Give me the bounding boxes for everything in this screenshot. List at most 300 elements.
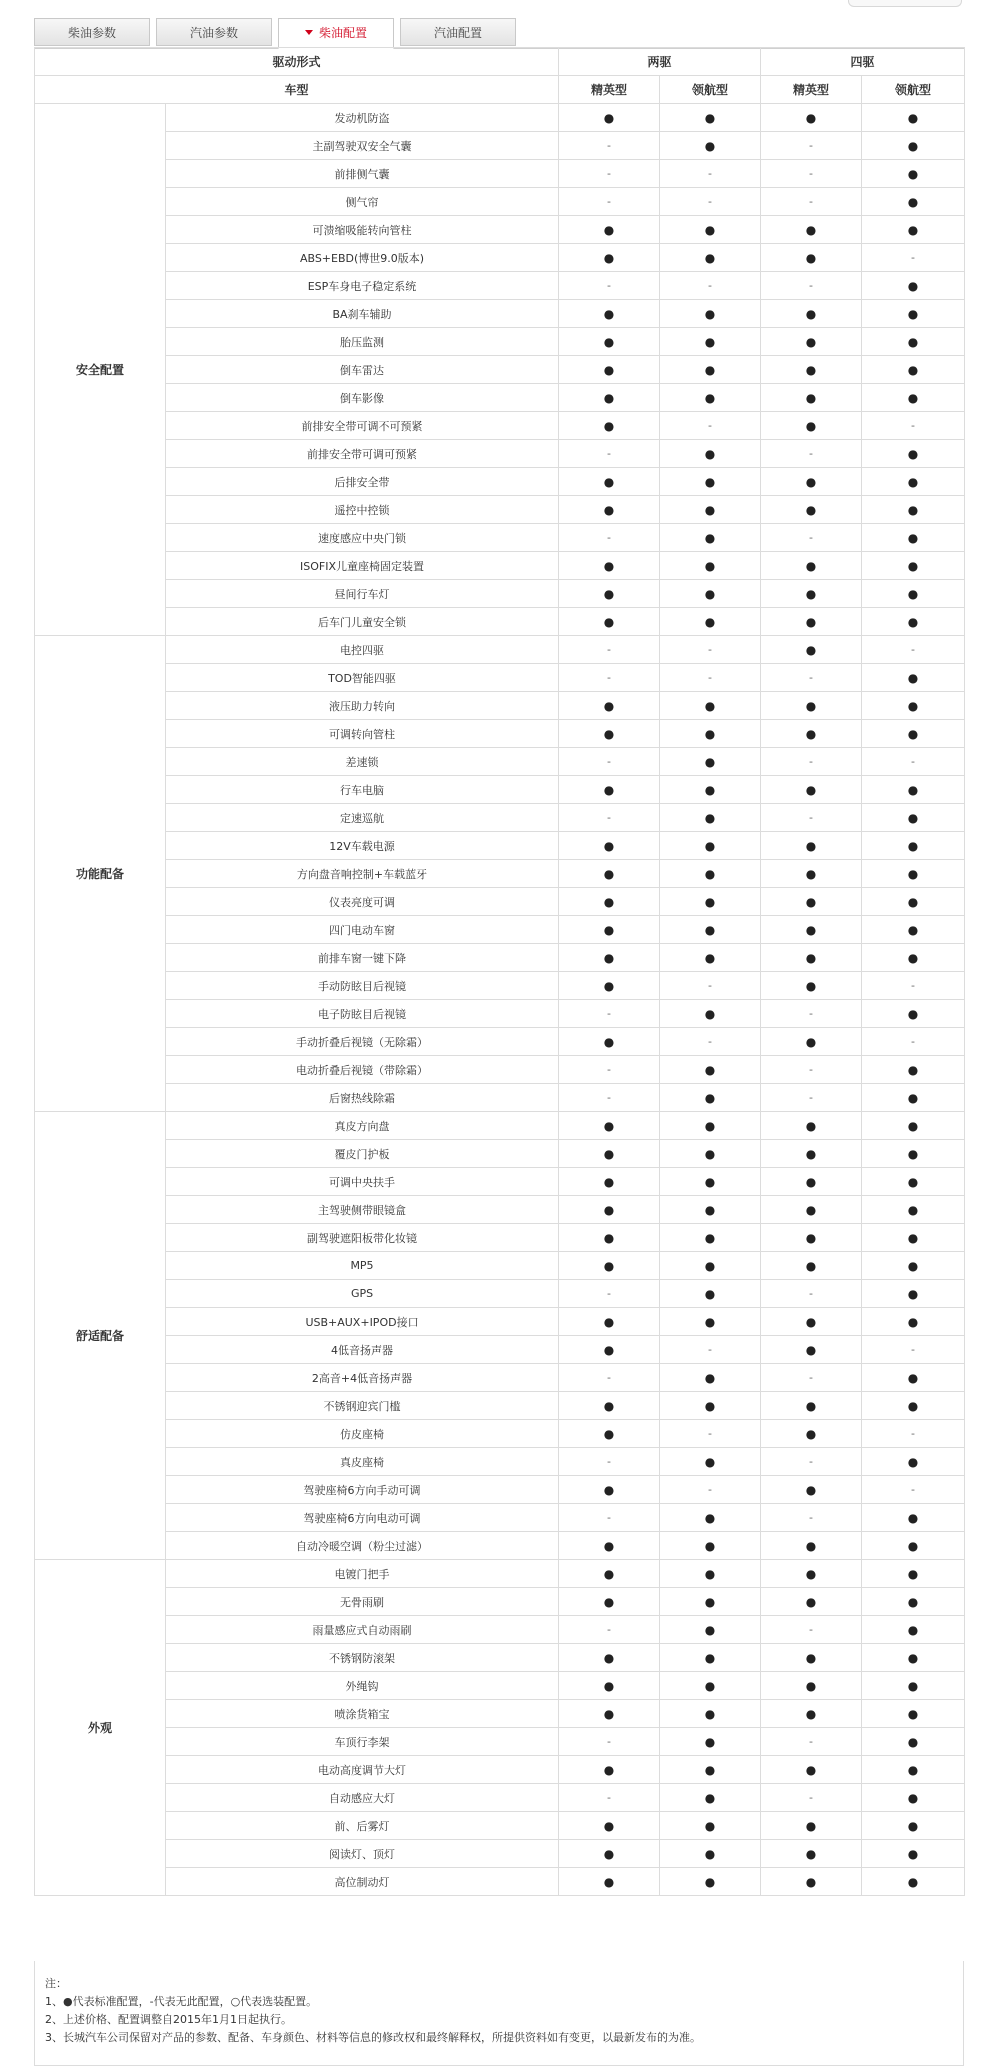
standard-mark: ● — [559, 1700, 660, 1728]
group-header-2wd: 两驱 — [559, 48, 761, 76]
feature-name: 前排侧气囊 — [166, 160, 559, 188]
standard-mark: ● — [660, 1252, 761, 1280]
standard-mark: ● — [660, 916, 761, 944]
standard-mark: ● — [559, 608, 660, 636]
table-row — [35, 1084, 965, 1112]
table-row — [35, 132, 965, 160]
none-mark: - — [862, 244, 965, 272]
drive-type-header: 驱动形式 — [35, 48, 559, 76]
standard-mark: ● — [862, 1364, 965, 1392]
section-label: 舒适配备 — [35, 1112, 166, 1560]
none-mark: - — [660, 188, 761, 216]
standard-mark: ● — [862, 580, 965, 608]
none-mark: - — [660, 1420, 761, 1448]
feature-name: 前排安全带可调不可预紧 — [166, 412, 559, 440]
table-row — [35, 1476, 965, 1504]
standard-mark: ● — [660, 1504, 761, 1532]
standard-mark: ● — [559, 496, 660, 524]
none-mark: - — [761, 1784, 862, 1812]
section-label: 安全配置 — [35, 104, 166, 636]
feature-name: 可调转向管柱 — [166, 720, 559, 748]
tab-label: 柴油参数 — [67, 26, 116, 40]
none-mark: - — [761, 804, 862, 832]
standard-mark: ● — [862, 1196, 965, 1224]
standard-mark: ● — [761, 1252, 862, 1280]
standard-mark: ● — [862, 188, 965, 216]
standard-mark: ● — [862, 664, 965, 692]
feature-name: 胎压监测 — [166, 328, 559, 356]
standard-mark: ● — [862, 1868, 965, 1896]
table-row — [35, 1812, 965, 1840]
config-table — [34, 47, 965, 1896]
standard-mark: ● — [761, 216, 862, 244]
feature-name: 雨量感应式自动雨刷 — [166, 1616, 559, 1644]
none-mark: - — [761, 1728, 862, 1756]
standard-mark: ● — [660, 216, 761, 244]
standard-mark: ● — [660, 552, 761, 580]
feature-name: 液压助力转向 — [166, 692, 559, 720]
none-mark: - — [559, 272, 660, 300]
feature-name: 可调中央扶手 — [166, 1168, 559, 1196]
standard-mark: ● — [660, 1756, 761, 1784]
group-header-4wd: 四驱 — [761, 48, 965, 76]
section-label: 外观 — [35, 1560, 166, 1896]
standard-mark: ● — [862, 1280, 965, 1308]
feature-name: 差速锁 — [166, 748, 559, 776]
standard-mark: ● — [660, 1056, 761, 1084]
feature-name: 电控四驱 — [166, 636, 559, 664]
standard-mark: ● — [660, 1616, 761, 1644]
table-row — [35, 244, 965, 272]
feature-name: 倒车雷达 — [166, 356, 559, 384]
feature-name: 4低音扬声器 — [166, 1336, 559, 1364]
none-mark: - — [559, 160, 660, 188]
standard-mark: ● — [862, 692, 965, 720]
none-mark: - — [761, 748, 862, 776]
standard-mark: ● — [559, 1112, 660, 1140]
standard-mark: ● — [862, 1224, 965, 1252]
table-row — [35, 1644, 965, 1672]
standard-mark: ● — [862, 720, 965, 748]
tab-gasoline-config[interactable] — [400, 18, 516, 46]
none-mark: - — [559, 1616, 660, 1644]
standard-mark: ● — [862, 1392, 965, 1420]
standard-mark: ● — [660, 1784, 761, 1812]
standard-mark: ● — [559, 972, 660, 1000]
feature-name: ABS+EBD(博世9.0版本) — [166, 244, 559, 272]
none-mark: - — [761, 440, 862, 468]
table-row — [35, 1280, 965, 1308]
note-line: 1、●代表标准配置，-代表无此配置，○代表选装配置。 — [45, 1995, 318, 2008]
feature-name: BA刹车辅助 — [166, 300, 559, 328]
standard-mark: ● — [559, 1840, 660, 1868]
table-row — [35, 188, 965, 216]
feature-name: 四门电动车窗 — [166, 916, 559, 944]
feature-name: GPS — [166, 1280, 559, 1308]
none-mark: - — [559, 1084, 660, 1112]
standard-mark: ● — [660, 1000, 761, 1028]
standard-mark: ● — [761, 552, 862, 580]
table-row — [35, 272, 965, 300]
standard-mark: ● — [761, 972, 862, 1000]
standard-mark: ● — [559, 916, 660, 944]
standard-mark: ● — [559, 944, 660, 972]
table-row — [35, 496, 965, 524]
table-row — [35, 944, 965, 972]
feature-name: 手动防眩目后视镜 — [166, 972, 559, 1000]
none-mark: - — [559, 1504, 660, 1532]
feature-name: 定速巡航 — [166, 804, 559, 832]
standard-mark: ● — [761, 1644, 862, 1672]
standard-mark: ● — [761, 328, 862, 356]
tab-label: 汽油配置 — [433, 26, 482, 40]
none-mark: - — [761, 1448, 862, 1476]
standard-mark: ● — [660, 1588, 761, 1616]
standard-mark: ● — [862, 1644, 965, 1672]
feature-name: 后排安全带 — [166, 468, 559, 496]
feature-name: 行车电脑 — [166, 776, 559, 804]
standard-mark: ● — [862, 1532, 965, 1560]
none-mark: - — [660, 636, 761, 664]
standard-mark: ● — [559, 1812, 660, 1840]
feature-name: 方向盘音响控制+车载蓝牙 — [166, 860, 559, 888]
standard-mark: ● — [660, 244, 761, 272]
standard-mark: ● — [660, 748, 761, 776]
standard-mark: ● — [559, 580, 660, 608]
standard-mark: ● — [559, 244, 660, 272]
none-mark: - — [761, 1000, 862, 1028]
table-row — [35, 1420, 965, 1448]
standard-mark: ● — [862, 1784, 965, 1812]
table-row — [35, 1784, 965, 1812]
standard-mark: ● — [761, 1812, 862, 1840]
standard-mark: ● — [761, 1588, 862, 1616]
feature-name: 遥控中控锁 — [166, 496, 559, 524]
none-mark: - — [862, 412, 965, 440]
standard-mark: ● — [761, 1028, 862, 1056]
none-mark: - — [862, 1476, 965, 1504]
standard-mark: ● — [761, 692, 862, 720]
standard-mark: ● — [862, 1112, 965, 1140]
standard-mark: ● — [559, 1224, 660, 1252]
none-mark: - — [559, 1448, 660, 1476]
table-row — [35, 104, 965, 132]
standard-mark: ● — [559, 1672, 660, 1700]
none-mark: - — [559, 1000, 660, 1028]
feature-name: 前、后雾灯 — [166, 1812, 559, 1840]
table-row — [35, 1056, 965, 1084]
standard-mark: ● — [559, 1168, 660, 1196]
standard-mark: ● — [761, 580, 862, 608]
standard-mark: ● — [862, 804, 965, 832]
table-row — [35, 636, 965, 664]
model-header-4wd-navigator: 领航型 — [862, 76, 965, 104]
none-mark: - — [559, 188, 660, 216]
feature-name: 倒车影像 — [166, 384, 559, 412]
table-row — [35, 1028, 965, 1056]
standard-mark: ● — [862, 944, 965, 972]
standard-mark: ● — [761, 104, 862, 132]
feature-name: 阅读灯、顶灯 — [166, 1840, 559, 1868]
standard-mark: ● — [660, 1168, 761, 1196]
none-mark: - — [761, 1084, 862, 1112]
none-mark: - — [761, 188, 862, 216]
standard-mark: ● — [761, 244, 862, 272]
tab-label: 汽油参数 — [189, 26, 238, 40]
table-row — [35, 1504, 965, 1532]
standard-mark: ● — [559, 1196, 660, 1224]
feature-name: 前排车窗一键下降 — [166, 944, 559, 972]
standard-mark: ● — [660, 300, 761, 328]
standard-mark: ● — [559, 300, 660, 328]
feature-name: 不锈钢防滚架 — [166, 1644, 559, 1672]
feature-name: 覆皮门护板 — [166, 1140, 559, 1168]
feature-name: 后车门儿童安全锁 — [166, 608, 559, 636]
tab-label: 柴油配置 — [318, 26, 367, 40]
feature-name: ESP车身电子稳定系统 — [166, 272, 559, 300]
standard-mark: ● — [761, 860, 862, 888]
none-mark: - — [660, 664, 761, 692]
standard-mark: ● — [660, 608, 761, 636]
feature-name: 外绳钩 — [166, 1672, 559, 1700]
standard-mark: ● — [862, 160, 965, 188]
standard-mark: ● — [559, 384, 660, 412]
standard-mark: ● — [559, 1560, 660, 1588]
table-row — [35, 1336, 965, 1364]
feature-name: 仿皮座椅 — [166, 1420, 559, 1448]
standard-mark: ● — [862, 1140, 965, 1168]
header-row-model — [35, 76, 965, 104]
standard-mark: ● — [660, 888, 761, 916]
table-row — [35, 1560, 965, 1588]
feature-name: 喷涂货箱宝 — [166, 1700, 559, 1728]
standard-mark: ● — [660, 1728, 761, 1756]
standard-mark: ● — [660, 132, 761, 160]
standard-mark: ● — [660, 1812, 761, 1840]
standard-mark: ● — [660, 328, 761, 356]
none-mark: - — [761, 1616, 862, 1644]
table-row — [35, 860, 965, 888]
feature-name: 电子防眩目后视镜 — [166, 1000, 559, 1028]
feature-name: 车顶行李架 — [166, 1728, 559, 1756]
none-mark: - — [761, 160, 862, 188]
none-mark: - — [559, 524, 660, 552]
standard-mark: ● — [660, 860, 761, 888]
standard-mark: ● — [660, 1196, 761, 1224]
standard-mark: ● — [862, 1308, 965, 1336]
table-row — [35, 468, 965, 496]
standard-mark: ● — [761, 356, 862, 384]
standard-mark: ● — [660, 944, 761, 972]
standard-mark: ● — [862, 916, 965, 944]
header-row-drive — [35, 48, 965, 76]
standard-mark: ● — [660, 496, 761, 524]
standard-mark: ● — [761, 608, 862, 636]
feature-name: TOD智能四驱 — [166, 664, 559, 692]
none-mark: - — [559, 1728, 660, 1756]
feature-name: 2高音+4低音扬声器 — [166, 1364, 559, 1392]
standard-mark: ● — [660, 720, 761, 748]
table-row — [35, 552, 965, 580]
standard-mark: ● — [761, 1336, 862, 1364]
standard-mark: ● — [660, 1084, 761, 1112]
standard-mark: ● — [761, 1476, 862, 1504]
standard-mark: ● — [660, 1280, 761, 1308]
table-row — [35, 328, 965, 356]
none-mark: - — [559, 636, 660, 664]
standard-mark: ● — [660, 1560, 761, 1588]
feature-name: 驾驶座椅6方向手动可调 — [166, 1476, 559, 1504]
standard-mark: ● — [761, 1532, 862, 1560]
standard-mark: ● — [761, 916, 862, 944]
standard-mark: ● — [862, 1084, 965, 1112]
standard-mark: ● — [761, 1112, 862, 1140]
standard-mark: ● — [559, 1336, 660, 1364]
standard-mark: ● — [559, 1644, 660, 1672]
table-row — [35, 692, 965, 720]
standard-mark: ● — [862, 1252, 965, 1280]
table-row — [35, 1672, 965, 1700]
feature-name: 侧气帘 — [166, 188, 559, 216]
none-mark: - — [559, 664, 660, 692]
none-mark: - — [862, 748, 965, 776]
standard-mark: ● — [559, 552, 660, 580]
table-row — [35, 1196, 965, 1224]
standard-mark: ● — [862, 1504, 965, 1532]
table-row — [35, 1588, 965, 1616]
table-row — [35, 1840, 965, 1868]
standard-mark: ● — [761, 1840, 862, 1868]
table-row — [35, 1392, 965, 1420]
standard-mark: ● — [862, 440, 965, 468]
table-row — [35, 1308, 965, 1336]
standard-mark: ● — [862, 1812, 965, 1840]
none-mark: - — [660, 412, 761, 440]
tab-diesel-config[interactable] — [278, 18, 394, 49]
standard-mark: ● — [862, 468, 965, 496]
top-strip-button[interactable] — [848, 0, 962, 7]
standard-mark: ● — [660, 1840, 761, 1868]
feature-name: 主副驾驶双安全气囊 — [166, 132, 559, 160]
table-row — [35, 356, 965, 384]
standard-mark: ● — [862, 216, 965, 244]
standard-mark: ● — [559, 356, 660, 384]
standard-mark: ● — [862, 1168, 965, 1196]
none-mark: - — [660, 1028, 761, 1056]
feature-name: 12V车载电源 — [166, 832, 559, 860]
standard-mark: ● — [559, 1028, 660, 1056]
standard-mark: ● — [862, 356, 965, 384]
table-row — [35, 1700, 965, 1728]
standard-mark: ● — [660, 1644, 761, 1672]
feature-name: 不锈钢迎宾门槛 — [166, 1392, 559, 1420]
standard-mark: ● — [660, 104, 761, 132]
standard-mark: ● — [660, 1448, 761, 1476]
table-row — [35, 1756, 965, 1784]
feature-name: 手动折叠后视镜（无除霜） — [166, 1028, 559, 1056]
model-header-4wd-elite: 精英型 — [761, 76, 862, 104]
standard-mark: ● — [660, 1140, 761, 1168]
table-row — [35, 972, 965, 1000]
table-row — [35, 1616, 965, 1644]
top-strip — [0, 0, 988, 12]
table-row — [35, 1532, 965, 1560]
feature-name: 自动感应大灯 — [166, 1784, 559, 1812]
table-row — [35, 1868, 965, 1896]
none-mark: - — [761, 132, 862, 160]
standard-mark: ● — [660, 524, 761, 552]
feature-name: 后窗热线除霜 — [166, 1084, 559, 1112]
feature-name: 前排安全带可调可预紧 — [166, 440, 559, 468]
standard-mark: ● — [862, 860, 965, 888]
standard-mark: ● — [660, 1700, 761, 1728]
config-table-body — [35, 48, 965, 1896]
feature-name: 驾驶座椅6方向电动可调 — [166, 1504, 559, 1532]
none-mark: - — [761, 1504, 862, 1532]
table-row — [35, 412, 965, 440]
none-mark: - — [660, 972, 761, 1000]
standard-mark: ● — [660, 692, 761, 720]
standard-mark: ● — [660, 1392, 761, 1420]
section-label: 功能配备 — [35, 636, 166, 1112]
standard-mark: ● — [559, 104, 660, 132]
standard-mark: ● — [660, 1532, 761, 1560]
feature-name: 电镀门把手 — [166, 1560, 559, 1588]
none-mark: - — [862, 972, 965, 1000]
none-mark: - — [559, 1364, 660, 1392]
table-row — [35, 1224, 965, 1252]
standard-mark: ● — [559, 1252, 660, 1280]
none-mark: - — [559, 440, 660, 468]
none-mark: - — [559, 132, 660, 160]
standard-mark: ● — [862, 384, 965, 412]
tab-gasoline-params[interactable] — [156, 18, 272, 46]
standard-mark: ● — [761, 496, 862, 524]
standard-mark: ● — [559, 1868, 660, 1896]
standard-mark: ● — [559, 1420, 660, 1448]
standard-mark: ● — [559, 1392, 660, 1420]
standard-mark: ● — [559, 888, 660, 916]
standard-mark: ● — [862, 1616, 965, 1644]
model-header: 车型 — [35, 76, 559, 104]
none-mark: - — [559, 1280, 660, 1308]
standard-mark: ● — [862, 300, 965, 328]
table-row — [35, 216, 965, 244]
table-row — [35, 524, 965, 552]
none-mark: - — [660, 1336, 761, 1364]
feature-name: 高位制动灯 — [166, 1868, 559, 1896]
tab-diesel-params[interactable] — [34, 18, 150, 46]
standard-mark: ● — [862, 1756, 965, 1784]
standard-mark: ● — [761, 1140, 862, 1168]
table-row — [35, 1728, 965, 1756]
feature-name: 电动折叠后视镜（带除霜） — [166, 1056, 559, 1084]
none-mark: - — [862, 1420, 965, 1448]
tab-bar — [34, 18, 964, 49]
standard-mark: ● — [761, 1700, 862, 1728]
standard-mark: ● — [660, 1308, 761, 1336]
standard-mark: ● — [862, 524, 965, 552]
table-row — [35, 608, 965, 636]
table-row — [35, 440, 965, 468]
table-row — [35, 748, 965, 776]
table-row — [35, 832, 965, 860]
table-row — [35, 720, 965, 748]
standard-mark: ● — [559, 468, 660, 496]
table-row — [35, 384, 965, 412]
table-row — [35, 1000, 965, 1028]
standard-mark: ● — [761, 1392, 862, 1420]
